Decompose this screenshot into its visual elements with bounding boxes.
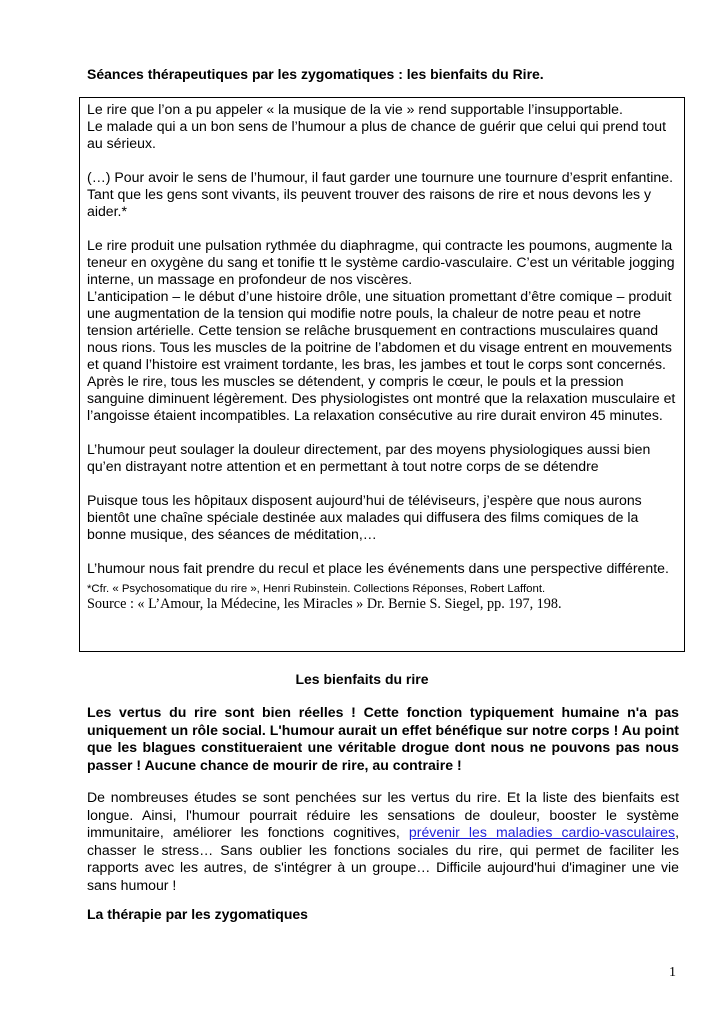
- body-text: , chasser le stress… Sans oublier les fonctions sociales du rire, qui permet de faciliter les rapports avec les autres, de s'intégrer à un groupe… Difficile aujourd'hui d'imaginer une vie sans humour !: [87, 824, 679, 893]
- quote-paragraph: L’anticipation – le début d’une histoire drôle, une situation promettant d’être comique – produit une augmentation de la tension qui modifie notre pouls, la chaleur de notre peau et notre tension artérielle. Cette tension se relâche brusquement en contractions musculaires quand nous rions. Tous les muscles de la poitrine de l’abdomen et du visage entrent en mouvements et quand l’histoire est vraiment tordante, les bras, les jambes et tout le corps sont concernés. Après le rire, tous les muscles se détendent, y compris le cœur, le pouls et la pression sanguine diminuent légèrement. Des physiologistes ont montré que la relaxation musculaire et l’angoisse étaient incompatibles. La relaxation consécutive au rire durait environ 45 minutes.: [87, 288, 676, 423]
- body-text: De nombreuses études se sont penchées sur les vertus du rire. Et la liste des bienfaits est longue. Ainsi, l'humour pourrait réduire les sensations de douleur, booster le système immunitaire, améliorer les fonctions cognitives,: [87, 789, 679, 840]
- body-paragraph: [87, 789, 679, 894]
- quote-paragraph: L’humour peut soulager la douleur directement, par des moyens physiologiques aussi bien qu’en distrayant notre attention et en permettant à tout notre corps de se détendre: [87, 441, 651, 474]
- quote-paragraph: Le rire produit une pulsation rythmée du diaphragme, qui contracte les poumons, augmente la teneur en oxygène du sang et tonifie tt le système cardio-vasculaire. C’est un véritable jogging interne, un massage en profondeur de nos viscères.: [87, 237, 675, 287]
- footnote: *Cfr. « Psychosomatique du rire », Henri Rubinstein. Collections Réponses, Robert Laffont.: [87, 583, 546, 595]
- section-title: Les bienfaits du rire: [295, 671, 429, 687]
- lead-paragraph: Les vertus du rire sont bien réelles ! Cette fonction typiquement humaine n'a pas uniquement un rôle social. L'humour aurait un effet bénéfique sur notre corps ! Au point que les blagues constitueraient une véritable drogue dont nous ne pouvons pas nous passer ! Aucune chance de mourir de rire, au contraire !: [87, 704, 679, 773]
- quote-box: [79, 97, 685, 652]
- quote-paragraph: (…) Pour avoir le sens de l’humour, il faut garder une tournure une tournure d’esprit enfantine. Tant que les gens sont vivants, ils peuvent trouver des raisons de rire et nous devons les y aider.*: [87, 169, 674, 219]
- quote-paragraph: L’humour nous fait prendre du recul et place les événements dans une perspective différente.: [87, 560, 669, 576]
- quote-paragraph: Puisque tous les hôpitaux disposent aujourd’hui de téléviseurs, j’espère que nous aurons bientôt une chaîne spéciale destinée aux malades qui diffusera des films comiques de la bonne musique, des séances de méditation,…: [87, 492, 642, 542]
- quote-paragraph: Le malade qui a un bon sens de l’humour a plus de chance de guérir que celui qui prend tout au sérieux.: [87, 118, 667, 151]
- page-number: 1: [669, 965, 676, 980]
- quote-paragraph: Le rire que l’on a pu appeler « la musique de la vie » rend supportable l’insupportable.: [87, 101, 623, 117]
- page-title: Séances thérapeutiques par les zygomatiques : les bienfaits du Rire.: [87, 66, 544, 82]
- cardio-link[interactable]: prévenir les maladies cardio-vasculaires: [408, 824, 676, 840]
- subheading: La thérapie par les zygomatiques: [87, 906, 308, 922]
- source-citation: Source : « L’Amour, la Médecine, les Miracles » Dr. Bernie S. Siegel, pp. 197, 198.: [87, 596, 562, 612]
